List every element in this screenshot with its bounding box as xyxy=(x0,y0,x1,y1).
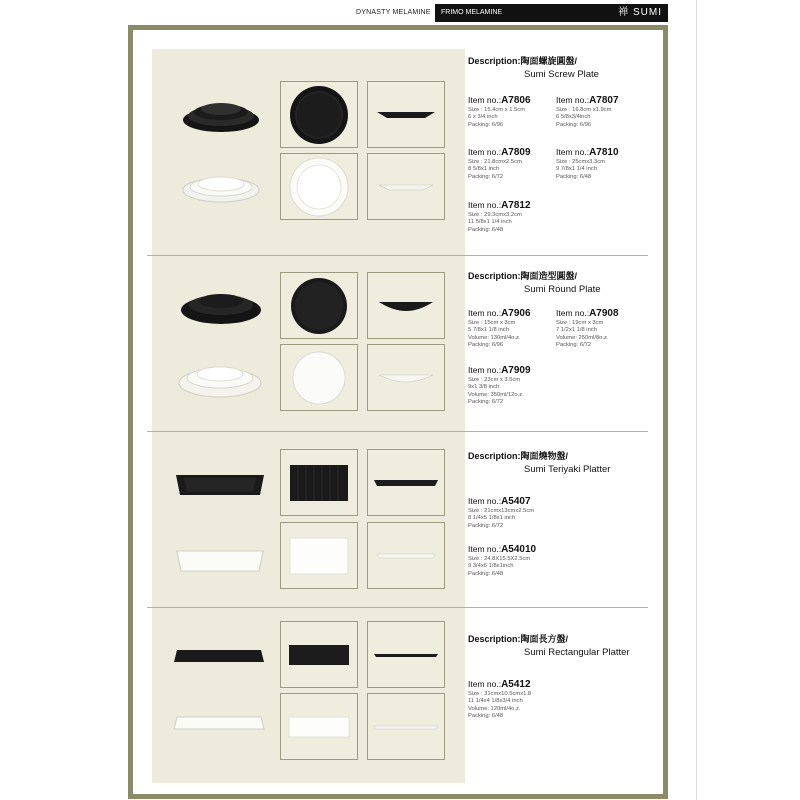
item-size: Size : 29.3cmx3.2cm xyxy=(468,211,522,218)
item-no-label: Item no.: xyxy=(468,200,502,210)
desc-label: Description: xyxy=(468,56,521,66)
white-teriyaki-platter-top-image xyxy=(280,522,358,589)
brand-frimo: FRIMO MELAMINE xyxy=(441,9,503,16)
item-size-inch: 11 1/4x4 1/8x3/4 inch xyxy=(468,698,523,705)
item-size-inch: 9 7/8x1 1/4 inch xyxy=(556,166,597,173)
item-size-inch: 11 5/8x1 1/4 inch xyxy=(468,219,512,226)
item-code: A7812 xyxy=(501,200,531,211)
item-volume: Volume: 130ml/4o.z. xyxy=(468,334,521,341)
item-no-label: Item no.: xyxy=(468,679,502,689)
black-screw-plate-stack-image xyxy=(180,92,262,136)
section-title-round-plate xyxy=(468,269,601,297)
item-packing: Packing: 6/72 xyxy=(468,173,504,180)
black-rectangular-platter-top-image xyxy=(280,621,358,688)
product-item-a7909 xyxy=(468,367,531,407)
white-round-plate-top-image xyxy=(280,344,358,411)
item-packing: Packing: 6/48 xyxy=(468,226,504,233)
item-size-inch: 8 5/8x1 inch xyxy=(468,166,500,173)
item-code: A7810 xyxy=(589,147,619,158)
item-packing: Packing: 6/96 xyxy=(468,342,504,349)
desc-label: Description: xyxy=(468,451,521,461)
item-volume: Volume: 120ml/4o.z. xyxy=(468,705,521,712)
desc-cn: 陶面螺旋圓盤/ xyxy=(520,56,578,66)
item-no-label: Item no.: xyxy=(468,544,502,554)
item-volume: Volume: 350ml/12o.z. xyxy=(468,391,524,398)
item-code: A54010 xyxy=(501,544,537,555)
white-rectangular-platter-side-image xyxy=(367,693,445,760)
item-no-label: Item no.: xyxy=(556,147,590,157)
page-edge-line xyxy=(696,0,697,800)
section-divider xyxy=(147,607,648,608)
item-no-label: Item no.: xyxy=(556,95,590,105)
item-packing: Packing: 6/96 xyxy=(468,121,504,128)
section-divider xyxy=(147,431,648,432)
white-teriyaki-platter-side-image xyxy=(367,522,445,589)
product-item-a7806 xyxy=(468,97,531,129)
item-packing: Packing: 6/48 xyxy=(468,570,504,577)
desc-cn: 陶面燒物盤/ xyxy=(520,451,569,461)
desc-en: Sumi Teriyaki Platter xyxy=(524,464,611,475)
black-rectangular-platter-image xyxy=(172,645,266,667)
item-size: Size : 15cm x 3cm xyxy=(468,319,516,326)
black-round-plate-stack-image xyxy=(178,284,264,328)
section-divider xyxy=(147,255,648,256)
item-code: A5407 xyxy=(501,496,531,507)
item-code: A7909 xyxy=(501,365,531,376)
item-size: Size : 24.8X15.5X2.5cm xyxy=(468,555,531,562)
black-round-plate-side-image xyxy=(367,272,445,339)
white-screw-plate-top-image xyxy=(280,153,358,220)
product-item-a7807 xyxy=(556,97,619,129)
white-screw-plate-side-image xyxy=(367,153,445,220)
item-size: Size : 25cmx3.3cm xyxy=(556,158,605,165)
page-header xyxy=(353,4,668,22)
item-size: Size : 15.4cm x 1.5cm xyxy=(468,106,526,113)
black-rectangular-platter-side-image xyxy=(367,621,445,688)
item-no-label: Item no.: xyxy=(468,147,502,157)
item-size-inch: 9x1 3/8 inch xyxy=(468,384,500,391)
item-size-inch: 9 3/4x6 1/8x1inch xyxy=(468,563,514,570)
desc-en: Sumi Round Plate xyxy=(524,284,601,295)
item-size: Size : 21cmx13cmx2.5cm xyxy=(468,507,535,514)
black-screw-plate-side-image xyxy=(367,81,445,148)
section-title-teriyaki-platter xyxy=(468,449,610,477)
item-size-inch: 6 5/8x3/4inch xyxy=(556,114,591,121)
item-size: Size : 23cm x 3.5cm xyxy=(468,376,521,383)
desc-label: Description: xyxy=(468,271,521,281)
item-packing: Packing: 6/72 xyxy=(468,399,504,406)
white-screw-plate-stack-image xyxy=(180,166,262,206)
item-packing: Packing: 6/96 xyxy=(556,121,592,128)
item-volume: Volume: 250ml/8o.z. xyxy=(556,334,609,341)
product-item-a7906 xyxy=(468,310,531,350)
product-item-a5412 xyxy=(468,681,531,721)
brand-dynasty: DYNASTY MELAMINE xyxy=(356,9,431,16)
item-code: A7809 xyxy=(501,147,531,158)
white-rectangular-platter-image xyxy=(172,712,266,734)
section-title-rectangular-platter xyxy=(468,632,630,660)
item-size: Size : 21.8cmx2.5cm xyxy=(468,158,522,165)
white-round-plate-stack-image xyxy=(176,356,264,402)
item-size-inch: 5 7/8x1 1/8 inch xyxy=(468,327,509,334)
section-title-screw-plate xyxy=(468,54,599,82)
desc-en: Sumi Screw Plate xyxy=(524,69,599,80)
item-packing: Packing: 6/72 xyxy=(468,522,504,529)
product-item-a7812 xyxy=(468,202,531,234)
product-item-a5407 xyxy=(468,498,534,530)
item-no-label: Item no.: xyxy=(556,308,590,318)
item-code: A7908 xyxy=(589,308,619,319)
item-no-label: Item no.: xyxy=(468,308,502,318)
item-packing: Packing: 6/48 xyxy=(468,713,504,720)
item-size-inch: 6 x 3/4 inch xyxy=(468,114,498,121)
black-screw-plate-top-image xyxy=(280,81,358,148)
item-packing: Packing: 6/72 xyxy=(556,342,592,349)
series-label: 禅 SUMI xyxy=(618,7,662,18)
item-code: A7806 xyxy=(501,95,531,106)
product-item-a54010 xyxy=(468,546,536,578)
desc-cn: 陶面造型圓盤/ xyxy=(520,271,578,281)
desc-cn: 陶面長方盤/ xyxy=(520,634,569,644)
white-teriyaki-platter-image xyxy=(174,543,266,577)
brand-bar xyxy=(435,4,668,22)
item-size: Size : 31cmx10.5cmx1.8 xyxy=(468,690,532,697)
item-size: Size : 16.8cm x1.9cm xyxy=(556,106,612,113)
item-no-label: Item no.: xyxy=(468,365,502,375)
black-round-plate-top-image xyxy=(280,272,358,339)
black-teriyaki-platter-side-image xyxy=(367,449,445,516)
item-code: A7807 xyxy=(589,95,619,106)
item-size: Size : 19cm x 3cm xyxy=(556,319,604,326)
product-item-a7908 xyxy=(556,310,619,350)
white-rectangular-platter-top-image xyxy=(280,693,358,760)
desc-label: Description: xyxy=(468,634,521,644)
item-no-label: Item no.: xyxy=(468,95,502,105)
item-size-inch: 8 1/4x5 1/8x1 inch xyxy=(468,515,516,522)
black-teriyaki-platter-image xyxy=(174,467,266,501)
product-item-a7809 xyxy=(468,149,531,181)
desc-en: Sumi Rectangular Platter xyxy=(524,647,630,658)
item-code: A7906 xyxy=(501,308,531,319)
item-code: A5412 xyxy=(501,679,531,690)
product-item-a7810 xyxy=(556,149,619,181)
white-round-plate-side-image xyxy=(367,344,445,411)
black-teriyaki-platter-top-image xyxy=(280,449,358,516)
item-no-label: Item no.: xyxy=(468,496,502,506)
item-packing: Packing: 6/48 xyxy=(556,173,592,180)
item-size-inch: 7 1/2x1 1/8 inch xyxy=(556,327,597,334)
